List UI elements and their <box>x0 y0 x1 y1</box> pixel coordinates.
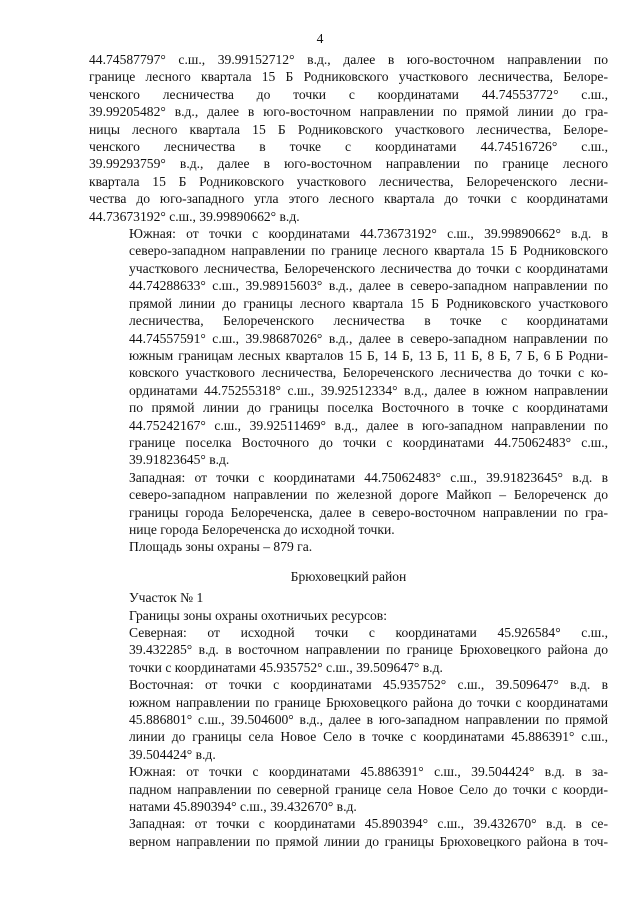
text-line: 44.74587797° с.ш., 39.99152712° в.д., далее в юго-восточном направлении по <box>89 52 608 67</box>
text-line: ченского лесничества до точки с координатами 44.74553772° с.ш., <box>89 86 608 102</box>
text-line: ченского лесничества в точке с координатами 44.74516726° с.ш., <box>89 139 608 155</box>
page-number: 4 <box>316 31 324 46</box>
text-line: Западная: от точки с координатами 44.75062483° с.ш., 39.91823645° в.д. в <box>129 469 608 485</box>
section-heading: Брюховецкий район <box>290 568 407 584</box>
text-line: южном направлении по границе Брюховецкого района до точки с координатами <box>129 694 608 710</box>
text-line: Западная: от точки с координатами 45.890394° с.ш., 39.432670° в.д. в се- <box>129 816 608 832</box>
text-line: лесничества, Белореченского лесничества в точке с координатами <box>129 313 608 329</box>
text-line: 45.886801° с.ш., 39.504600° в.д., далее в юго-западном направлении по прямой <box>129 712 608 728</box>
text-line: северо-западном направлении по границе лесного квартала 15 Б Родниковского <box>129 243 608 259</box>
text-line: квартала 15 Б Родниковского участкового лесничества, Белореченского лесни- <box>89 173 608 189</box>
text-line: Южная: от точки с координатами 45.886391° с.ш., 39.504424° в.д. в за- <box>129 764 608 780</box>
text-line: линии до границы села Новое Село в точке с координатами 45.886391° с.ш., <box>129 729 608 745</box>
text-line: нице города Белореченска до исходной точки. <box>129 521 395 537</box>
text-line: Площадь зоны охраны – 879 га. <box>129 539 313 555</box>
plot-number <box>89 589 608 606</box>
text-line: ницы лесного квартала 15 Б Родниковского участкового лесничества, Белоре- <box>89 121 608 137</box>
text-line: 39.99293759° в.д., далее в юго-восточном направлении по границе лесного <box>89 156 608 172</box>
paragraph-south-boundary-2 <box>89 763 608 815</box>
text-line: падном направлении по северной границе села Новое Село до точки с коорди- <box>129 781 608 797</box>
text-line: 44.74557591° с.ш., 39.98687026° в.д., далее в северо-западном направлении по <box>129 330 608 346</box>
text-line: границы города Белореченска, далее в северо-восточном направлении по гра- <box>129 504 608 520</box>
text-line: верном направлении по прямой линии до границы Брюховецкого района в точ- <box>129 833 608 849</box>
text-line: чества до юго-западного угла этого лесного квартала до точки с координатами <box>89 191 608 207</box>
text-line: Южная: от точки с координатами 44.73673192° с.ш., 39.99890662° в.д. в <box>129 226 608 242</box>
text-line: 44.75242167° с.ш., 39.92511469° в.д., далее в юго-западном направлении по <box>129 417 608 433</box>
text-line: северо-западном направлении по железной дороге Майкоп – Белореченск до <box>129 487 608 503</box>
paragraph-north-boundary <box>89 624 608 676</box>
paragraph-east-boundary <box>89 676 608 763</box>
text-line: границе поселка Восточного до точки с координатами 44.75062483° с.ш., <box>129 434 608 450</box>
text-line: прямой линии до границы лесного квартала 15 Б Родниковского участкового <box>129 295 608 311</box>
document-body <box>89 51 608 850</box>
text-line: Участок № 1 <box>129 590 204 606</box>
text-line: по прямой линии до границы поселка Восточного в точке с координатами <box>129 400 608 416</box>
paragraph-south-boundary <box>89 225 608 469</box>
paragraph-west-boundary-2 <box>89 815 608 850</box>
text-line: 39.432285° в.д. в восточном направлении по границе Брюховецкого района до <box>129 642 608 658</box>
text-line: Северная: от исходной точки с координатами 45.926584° с.ш., <box>129 625 608 640</box>
text-line: натами 45.890394° с.ш., 39.432670° в.д. <box>129 799 357 815</box>
text-line: Границы зоны охраны охотничьих ресурсов: <box>129 607 387 623</box>
text-line: Восточная: от точки с координатами 45.935752° с.ш., 39.509647° в.д. в <box>129 677 608 693</box>
text-line: точки с координатами 45.935752° с.ш., 39.509647° в.д. <box>129 659 443 675</box>
text-line: южным границам лесных кварталов 15 Б, 14 Б, 13 Б, 11 Б, 8 Б, 7 Б, 6 Б Родни- <box>129 347 608 363</box>
text-line: 44.73673192° с.ш., 39.99890662° в.д. <box>89 208 300 224</box>
paragraph-west-boundary <box>89 469 608 539</box>
paragraph-protection-area <box>89 538 608 555</box>
text-line: границе лесного квартала 15 Б Родниковского участкового лесничества, Белоре- <box>89 69 608 85</box>
text-line: 44.74288633° с.ш., 39.98915603° в.д., далее в северо-западном направлении по <box>129 278 608 294</box>
text-line: 39.504424° в.д. <box>129 746 216 762</box>
text-line: участкового лесничества, Белореченского лесничества до точки с координатами <box>129 260 608 276</box>
text-line: ковского участкового лесничества, Белореченского лесничества до точки с ко- <box>129 365 608 381</box>
text-line: 39.91823645° в.д. <box>129 452 230 468</box>
paragraph-boundary-continued <box>89 51 608 225</box>
paragraph-boundaries-title <box>89 607 608 624</box>
text-line: ординатами 44.75255318° с.ш., 39.92512334° в.д., далее в южном направлении <box>129 382 608 398</box>
text-line: 39.99205482° в.д., далее в юго-восточном направлении по прямой линии до гра- <box>89 104 608 120</box>
